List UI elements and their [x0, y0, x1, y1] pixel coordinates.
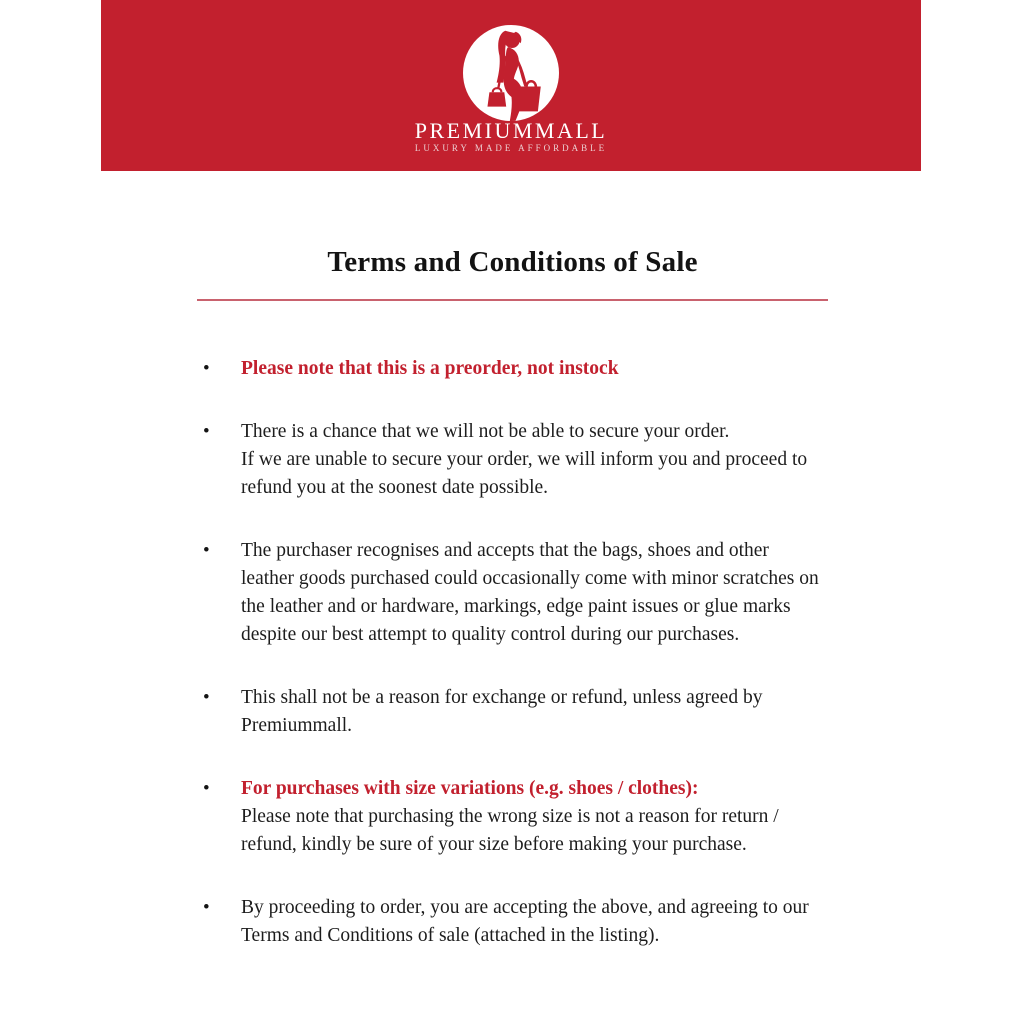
- bullet-dot: •: [203, 358, 210, 379]
- term-line: the leather and or hardware, markings, edge paint issues or glue marks: [241, 596, 791, 617]
- document-body: [197, 246, 828, 985]
- term-line: Please note that this is a preorder, not instock: [241, 358, 619, 379]
- term-line: There is a chance that we will not be able to secure your order.: [241, 421, 730, 442]
- term-line: This shall not be a reason for exchange or refund, unless agreed by: [241, 687, 763, 708]
- woman-with-shopping-bags-icon: [463, 25, 559, 121]
- term-line: Please note that purchasing the wrong size is not a reason for return /: [241, 806, 779, 827]
- term-line: leather goods purchased could occasionally come with minor scratches on: [241, 568, 819, 589]
- term-line: despite our best attempt to quality control during our purchases.: [241, 624, 740, 645]
- list-item: [197, 684, 828, 740]
- brand-header-band: [101, 0, 921, 171]
- list-item: [197, 355, 828, 383]
- list-item: [197, 418, 828, 502]
- bullet-dot: •: [203, 897, 210, 918]
- term-line: refund you at the soonest date possible.: [241, 477, 549, 498]
- brand-logo: [463, 25, 559, 121]
- term-line: Terms and Conditions of sale (attached in the listing).: [241, 925, 660, 946]
- bullet-dot: •: [203, 778, 210, 799]
- term-line: Premiummall.: [241, 715, 353, 736]
- page-title: Terms and Conditions of Sale: [327, 246, 698, 278]
- term-line: refund, kindly be sure of your size before making your purchase.: [241, 834, 747, 855]
- list-item: [197, 537, 828, 649]
- brand-tagline: LUXURY MADE AFFORDABLE: [414, 143, 608, 153]
- bullet-dot: •: [203, 421, 210, 442]
- bullet-dot: •: [203, 687, 210, 708]
- terms-bullet-list: [197, 355, 828, 950]
- list-item: [197, 775, 828, 859]
- term-line: The purchaser recognises and accepts that the bags, shoes and other: [241, 540, 769, 561]
- term-line: By proceeding to order, you are accepting the above, and agreeing to our: [241, 897, 809, 918]
- title-divider-line: [197, 299, 828, 301]
- brand-name: PREMIUMMALL: [414, 118, 608, 143]
- term-line: If we are unable to secure your order, we will inform you and proceed to: [241, 449, 808, 470]
- bullet-dot: •: [203, 540, 210, 561]
- term-line: For purchases with size variations (e.g. shoes / clothes):: [241, 778, 699, 799]
- list-item: [197, 894, 828, 950]
